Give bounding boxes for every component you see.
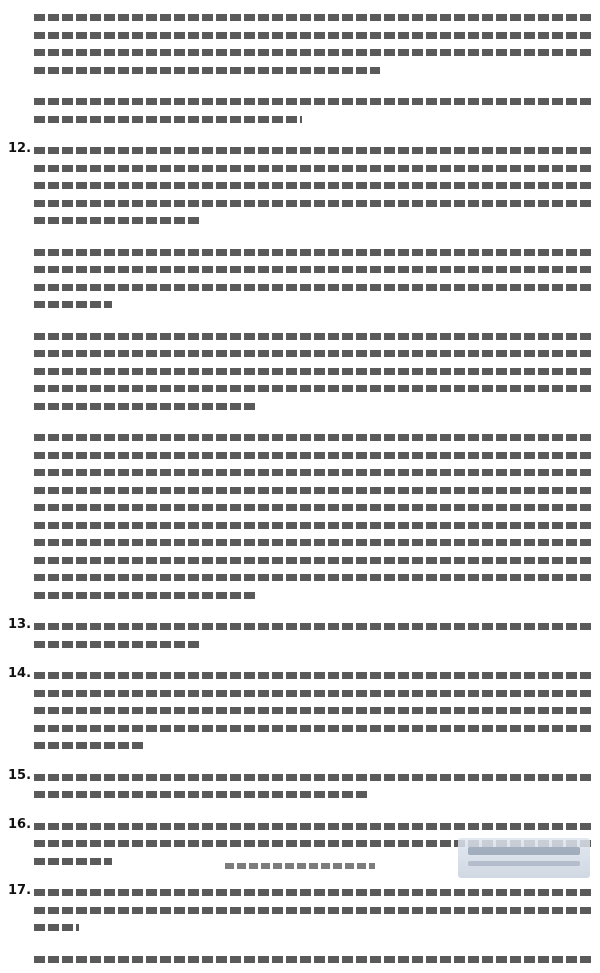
text-line [34,707,592,714]
footer-text [225,863,375,869]
text-line [34,557,592,564]
paragraph-text-lines [34,946,592,973]
text-line [34,641,201,648]
question-number: 15. [8,764,34,784]
answer-paragraph [8,879,592,942]
text-line [34,301,112,308]
text-line [34,956,592,963]
text-line [34,434,592,441]
paragraph-text-lines [34,323,592,421]
text-line [34,182,592,189]
text-line [34,672,592,679]
paragraph-text-lines [34,879,592,942]
text-line [34,889,592,896]
text-line [34,924,79,931]
answer-paragraph [8,137,592,235]
question-number: 14. [8,662,34,682]
text-line [34,725,592,732]
text-line [34,774,592,781]
answer-paragraph [8,323,592,421]
text-line [34,32,592,39]
text-line [34,907,592,914]
text-line [34,98,592,105]
paragraph-text-lines [34,662,592,760]
text-line [34,452,592,459]
text-line [34,147,592,154]
answer-paragraph [8,424,592,609]
question-number: 16. [8,813,34,833]
text-line [34,487,592,494]
paragraph-text-lines [34,613,592,658]
answer-paragraph [8,946,592,973]
paragraph-text-lines [34,764,592,809]
text-line [34,791,369,798]
paragraph-text-lines [34,137,592,235]
text-line [34,742,146,749]
text-line [34,469,592,476]
text-line [34,522,592,529]
answer-paragraph [8,88,592,133]
text-line [34,350,592,357]
answer-paragraph [8,239,592,319]
text-line [34,67,380,74]
text-line [34,116,302,123]
text-line [34,690,592,697]
text-line [34,385,592,392]
paragraph-text-lines [34,239,592,319]
text-line [34,403,257,410]
answer-paragraph [8,613,592,658]
question-number: 13. [8,613,34,633]
text-line [34,284,592,291]
site-watermark-logo [458,838,590,878]
text-line [34,333,592,340]
text-line [34,14,592,21]
answer-paragraph [8,764,592,809]
paragraph-text-lines [34,4,592,84]
text-line [34,217,201,224]
question-number: 12. [8,137,34,157]
text-line [34,200,592,207]
text-line [34,49,592,56]
paragraph-text-lines [34,424,592,609]
question-number: 17. [8,879,34,899]
text-line [34,368,592,375]
text-line [34,504,592,511]
paragraph-text-lines [34,88,592,133]
answer-paragraph [8,4,592,84]
text-line [34,539,592,546]
document-page [8,4,592,852]
text-line [34,165,592,172]
text-line [34,249,592,256]
text-line [34,823,592,830]
text-line [34,623,592,630]
text-line [34,592,257,599]
text-line [34,574,592,581]
answer-paragraph [8,662,592,760]
text-line [34,266,592,273]
